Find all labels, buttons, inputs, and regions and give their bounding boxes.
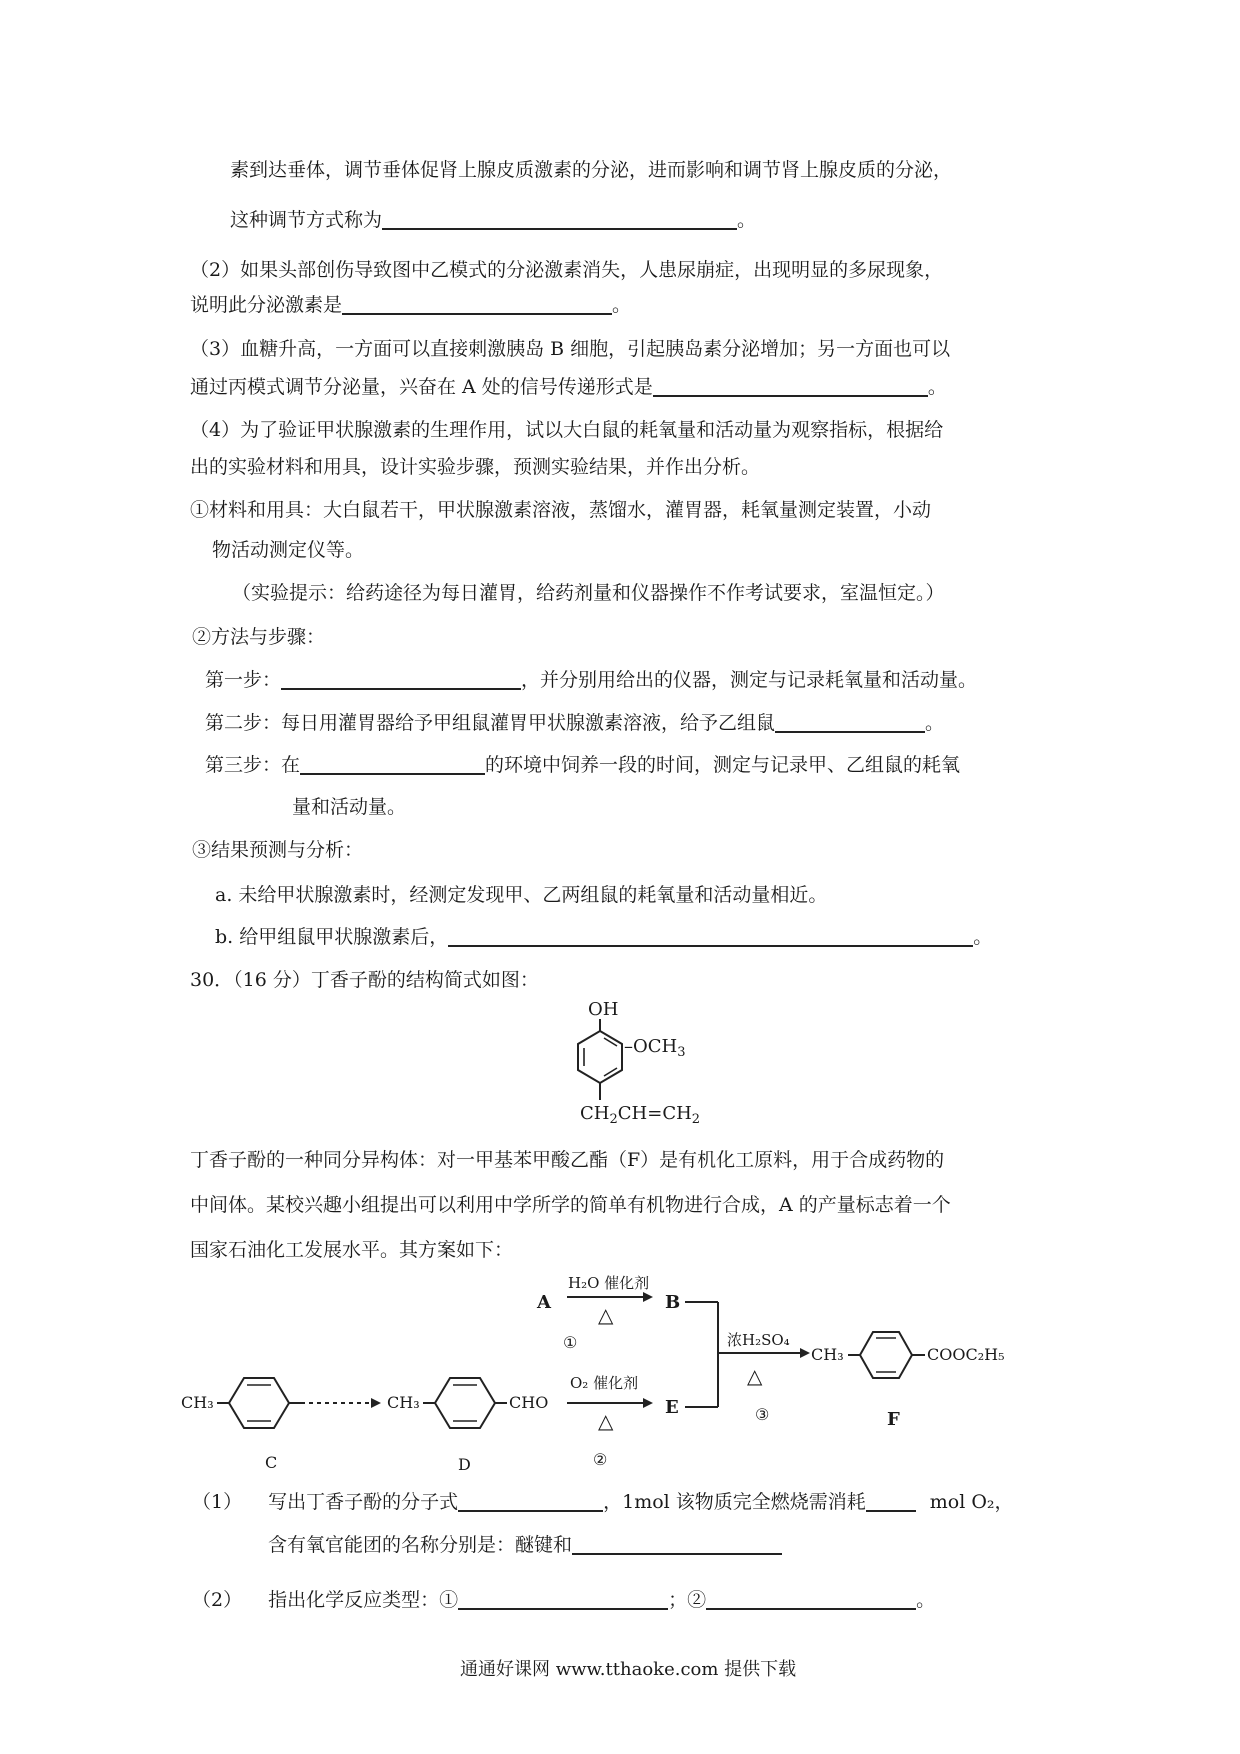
heat-symbol-2: △	[598, 1409, 614, 1433]
f-ester-group: COOC₂H₅	[927, 1345, 1005, 1364]
compound-a: A	[537, 1292, 551, 1313]
step3-line: 第三步：在 的环境中饲养一段的时间，测定与记录甲、乙组鼠的耗氧	[205, 750, 960, 780]
method-heading: ②方法与步骤：	[192, 626, 326, 648]
och3-label: $-OCH_3$	[624, 1036, 686, 1060]
compound-e: E	[665, 1397, 679, 1418]
step-2-label: ②	[593, 1450, 608, 1469]
q29-regulation-question: 这种调节方式称为 。	[230, 205, 756, 235]
synthesis-scheme	[175, 1260, 1055, 1470]
answer-blank-regulation[interactable]	[382, 206, 737, 230]
d-ch3: CH₃	[387, 1393, 420, 1412]
materials-line1: ①材料和用具：大白鼠若干，甲状腺激素溶液，蒸馏水，灌胃器，耗氧量测定装置，小动	[190, 499, 932, 521]
reagent-water: H₂O 催化剂	[568, 1274, 650, 1292]
step-1-label: ①	[563, 1333, 578, 1352]
q29-part3-line2: 通过丙模式调节分泌量，兴奋在 A 处的信号传递形式是 。	[190, 372, 947, 402]
answer-blank-step1[interactable]	[281, 666, 521, 690]
q29-part3-line1: （3）血糖升高，一方面可以直接刺激胰岛 B 细胞，引起胰岛素分泌增加；另一方面也可以	[190, 338, 951, 360]
answer-blank-step3[interactable]	[300, 751, 485, 775]
compound-f: F	[887, 1409, 900, 1430]
f-benzene-ring	[860, 1332, 912, 1378]
q29-continuation-line: 素到达垂体，调节垂体促肾上腺皮质激素的分泌，进而影响和调节肾上腺皮质的分泌，	[230, 159, 953, 181]
oh-label: OH	[588, 999, 619, 1020]
eugenol-structure	[560, 995, 730, 1130]
experiment-hint: （实验提示：给药途径为每日灌胃，给药剂量和仪器操作不作考试要求，室温恒定。）	[232, 582, 945, 604]
heat-symbol: △	[598, 1303, 614, 1327]
result-b-line: b. 给甲组鼠甲状腺激素后， 。	[215, 922, 992, 952]
answer-blank-formula[interactable]	[458, 1488, 603, 1512]
compound-c: C	[265, 1453, 278, 1470]
allyl-chain-label: $CH_2CH=CH_2$	[580, 1103, 701, 1127]
footer-source: 通通好课网 www.tthaoke.com 提供下载	[460, 1659, 797, 1680]
step-3-label: ③	[755, 1405, 770, 1424]
q29-part4-line2: 出的实验材料和用具，设计实验步骤，预测实验结果，并作出分析。	[190, 456, 761, 478]
q29-part4-line1: （4）为了验证甲状腺激素的生理作用，试以大白鼠的耗氧量和活动量为观察指标，根据给	[190, 419, 944, 441]
answer-blank-hormone[interactable]	[342, 291, 612, 315]
compound-b: B	[665, 1292, 681, 1313]
d-aldehyde-group: CHO	[509, 1393, 549, 1412]
answer-blank-signal[interactable]	[653, 373, 928, 397]
heat-symbol-3: △	[747, 1364, 763, 1388]
answer-blank-result-b[interactable]	[448, 923, 973, 947]
sub1-line2: 含有氧官能团的名称分别是：醚键和	[268, 1530, 782, 1560]
materials-line2: 物活动测定仪等。	[212, 539, 365, 561]
step1-line: 第一步： ，并分别用给出的仪器，测定与记录耗氧量和活动量。	[205, 665, 977, 695]
q30-desc-line1: 丁香子酚的一种同分异构体：对一甲基苯甲酸乙酯（F）是有机化工原料，用于合成药物的	[190, 1149, 945, 1171]
q29-regulation-text: 这种调节方式称为	[230, 209, 383, 231]
step2-line: 第二步：每日用灌胃器给予甲组鼠灌胃甲状腺激素溶液，给予乙组鼠 。	[205, 708, 944, 738]
answer-blank-reaction1[interactable]	[458, 1586, 668, 1610]
q30-intro: 30．（16 分）丁香子酚的结构简式如图：	[190, 969, 539, 991]
q30-desc-line3: 国家石油化工发展水平。其方案如下：	[190, 1239, 514, 1261]
reagent-h2so4: 浓H₂SO₄	[727, 1331, 790, 1349]
answer-blank-reaction2[interactable]	[706, 1586, 916, 1610]
reagent-oxygen: O₂ 催化剂	[570, 1374, 639, 1392]
answer-blank-step2[interactable]	[775, 709, 925, 733]
compound-d: D	[458, 1455, 471, 1470]
q29-part2-line2: 说明此分泌激素是 。	[190, 290, 631, 320]
sub1-line1: （1） 写出丁香子酚的分子式 ，1mol 该物质完全燃烧需消耗 mol O₂，	[192, 1487, 1014, 1517]
sub2-line: （2） 指出化学反应类型：① ；② 。	[192, 1585, 935, 1615]
result-heading: ③结果预测与分析：	[192, 839, 364, 861]
step3-line2: 量和活动量。	[292, 796, 407, 818]
q30-desc-line2: 中间体。某校兴趣小组提出可以利用中学所学的简单有机物进行合成，A 的产量标志着一个	[190, 1194, 951, 1216]
f-ch3: CH₃	[811, 1345, 844, 1364]
q29-part2-line1: （2）如果头部创伤导致图中乙模式的分泌激素消失，人患尿崩症，出现明显的多尿现象，	[190, 259, 944, 281]
result-a: a. 未给甲状腺激素时，经测定发现甲、乙两组鼠的耗氧量和活动量相近。	[215, 884, 828, 906]
answer-blank-functional-group[interactable]	[572, 1531, 782, 1555]
answer-blank-oxygen[interactable]	[866, 1488, 916, 1512]
c-ch3: CH₃	[181, 1393, 214, 1412]
